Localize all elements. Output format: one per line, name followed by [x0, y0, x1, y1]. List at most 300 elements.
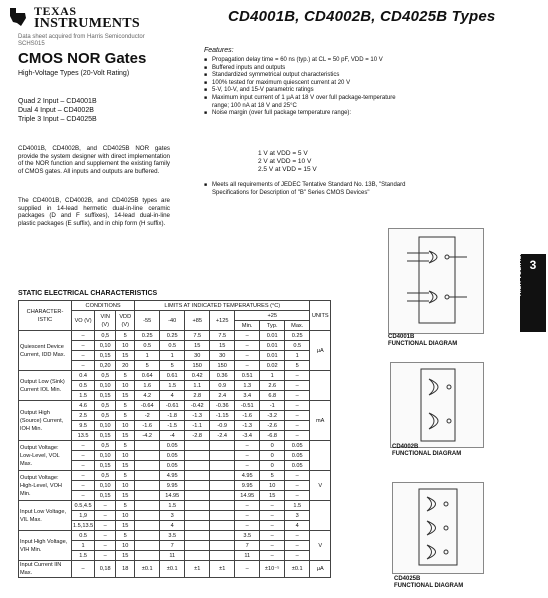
table-cell: -1.3	[185, 411, 210, 421]
table-cell	[135, 531, 160, 541]
table-cell: –	[72, 441, 95, 451]
table-row	[19, 561, 331, 578]
texas-state-icon	[8, 6, 28, 28]
characteristic-name: Input Current IIN Max.	[19, 561, 72, 578]
table-cell: 0,5	[95, 411, 116, 421]
feature-item: ■ Meets all requirements of JEDEC Tentative Standard No. 13B, "Standard Specifications for Description of "B" Series CMOS Devices"	[204, 182, 409, 197]
part-list-item: Quad 2 Input – CD4001B	[18, 98, 97, 105]
header-temp: -55	[135, 311, 160, 331]
table-cell: 1.5	[160, 501, 185, 511]
table-cell: 1	[285, 351, 310, 361]
table-cell: 0	[260, 441, 285, 451]
table-cell: 0.02	[260, 361, 285, 371]
description-paragraph-2: The CD4001B, CD4002B, and CD4025B types are supplied in 14-lead hermetic dual-in-line ceramic packages (D and F suffixes), 14-lead dual-in-line plastic packages (E suffix), and in chip form (H suffix).	[18, 197, 170, 227]
table-cell: 4	[160, 521, 185, 531]
table-cell: –	[260, 521, 285, 531]
table-cell: 3	[285, 511, 310, 521]
table-cell: 15	[116, 491, 135, 501]
characteristic-name: Output High (Source) Current, IOH Min.	[19, 401, 72, 441]
table-cell: 1.1	[185, 381, 210, 391]
diagram-part: CD4025B	[394, 576, 421, 582]
noise-margin-values	[258, 150, 317, 174]
table-cell: 1,9	[72, 511, 95, 521]
table-cell: –	[95, 541, 116, 551]
table-cell: 0,15	[95, 391, 116, 401]
table-cell: ±0.1	[160, 561, 185, 578]
table-cell: 4	[160, 391, 185, 401]
table-cell: 14.95	[160, 491, 185, 501]
table-cell: ±0.1	[285, 561, 310, 578]
unit-cell: µA	[310, 561, 331, 578]
table-cell: –	[285, 541, 310, 551]
table-cell: 0,15	[95, 351, 116, 361]
table-cell: -4	[160, 431, 185, 441]
table-cell: 2.4	[210, 391, 235, 401]
sidebar-label-line-2: HIGH VOLTAGE ICs	[517, 240, 523, 296]
features-list-last	[204, 182, 409, 197]
table-cell: –	[235, 511, 260, 521]
description-paragraph-1: CD4001B, CD4002B, and CD4025B NOR gates provide the system designer with direct implementation of the NOR function and supplement the existing family of CMOS gates. All inputs and outputs are buffered.	[18, 145, 170, 175]
table-cell: –	[235, 521, 260, 531]
table-cell: 10	[116, 341, 135, 351]
table-cell: 15	[116, 431, 135, 441]
table-cell: 15	[210, 341, 235, 351]
unit-cell	[310, 441, 331, 471]
table-cell	[135, 491, 160, 501]
table-cell: -2.4	[210, 431, 235, 441]
table-cell	[135, 441, 160, 451]
table-cell: -6.8	[260, 431, 285, 441]
section-heading: CMOS NOR Gates	[18, 50, 147, 67]
table-cell	[135, 501, 160, 511]
table-cell: 5	[260, 471, 285, 481]
table-row	[19, 401, 331, 411]
table-cell: 9.95	[235, 481, 260, 491]
table-cell: 0.51	[235, 371, 260, 381]
table-cell	[185, 541, 210, 551]
table-cell: 5	[285, 361, 310, 371]
table-cell: –	[260, 511, 285, 521]
diagram-title: FUNCTIONAL DIAGRAM	[388, 341, 458, 347]
characteristic-name: Output Low (Sink) Current IOL Min.	[19, 371, 72, 401]
table-cell	[135, 551, 160, 561]
table-cell: –	[235, 341, 260, 351]
table-cell: 7.5	[210, 331, 235, 341]
table-cell: -1	[260, 401, 285, 411]
table-cell: 1.5,13.5	[73, 522, 94, 529]
table-cell: 4	[285, 521, 310, 531]
table-cell: 10	[116, 481, 135, 491]
table-cell: 1	[260, 371, 285, 381]
table-cell: 150	[210, 361, 235, 371]
table-cell: 4.95	[235, 471, 260, 481]
table-cell: -1.6	[135, 421, 160, 431]
table-cell: 10	[116, 511, 135, 521]
table-cell: 7	[160, 541, 185, 551]
table-cell: –	[72, 481, 95, 491]
characteristic-name: Quiescent Device Current, IDD Max.	[19, 331, 72, 371]
table-cell: 20	[116, 361, 135, 371]
ti-logo	[8, 4, 178, 34]
table-cell: –	[235, 501, 260, 511]
table-cell	[135, 471, 160, 481]
table-cell: 10	[116, 541, 135, 551]
header-units: UNITS	[310, 301, 331, 331]
doc-code: SCHS015	[18, 41, 45, 47]
table-cell: 1	[135, 351, 160, 361]
table-cell: -1.1	[185, 421, 210, 431]
diagram-part: CD4001B	[388, 334, 415, 340]
table-cell: 5	[116, 411, 135, 421]
unit-cell: mA	[310, 401, 331, 441]
diagram-part: CD4002B	[392, 444, 419, 450]
table-row	[19, 501, 331, 511]
part-list	[18, 97, 97, 124]
table-cell	[210, 471, 235, 481]
table-cell: -1.6	[235, 411, 260, 421]
unit-cell: µA	[310, 331, 331, 371]
feature-item: ■ Noise margin (over full package temperature range):	[204, 110, 409, 118]
table-cell: -2.6	[260, 421, 285, 431]
table-title: STATIC ELECTRICAL CHARACTERISTICS	[18, 290, 158, 297]
table-cell: 0.5	[72, 531, 95, 541]
characteristic-name: Output Voltage: Low-Level, VOL Max.	[19, 441, 72, 471]
table-cell: 1.3	[235, 381, 260, 391]
table-cell	[185, 451, 210, 461]
table-cell: 10	[116, 421, 135, 431]
table-cell: 0.25	[160, 331, 185, 341]
table-cell: 0,5	[95, 331, 116, 341]
table-cell: 0,5	[95, 441, 116, 451]
table-cell	[185, 461, 210, 471]
table-cell: 5	[160, 361, 185, 371]
table-cell: 0,5	[95, 371, 116, 381]
table-cell: ±0.1	[135, 561, 160, 578]
table-cell: –	[235, 441, 260, 451]
table-cell: -1.3	[235, 421, 260, 431]
noise-margin-line: 1 V at VDD = 5 V	[258, 150, 308, 157]
table-cell: -0.51	[235, 401, 260, 411]
table-cell	[210, 531, 235, 541]
table-cell	[135, 511, 160, 521]
source-note	[18, 34, 145, 48]
table-cell: 2.5	[72, 411, 95, 421]
table-body	[19, 331, 331, 578]
noise-margin-line: 2.5 V at VDD = 15 V	[258, 166, 317, 173]
table-cell: 150	[185, 361, 210, 371]
table-cell: 5	[116, 371, 135, 381]
features-label: Features:	[204, 47, 234, 54]
table-cell: 0.01	[260, 341, 285, 351]
table-cell: 5	[116, 331, 135, 341]
feature-item: ■ Propagation delay time = 60 ns (typ.) at CL = 50 pF, VDD = 10 V	[204, 57, 409, 65]
source-note-text: Data sheet acquired from Harris Semiconductor	[18, 34, 145, 40]
diagram-caption	[394, 576, 463, 590]
table-cell: –	[95, 501, 116, 511]
table-row	[19, 471, 331, 481]
table-cell	[135, 481, 160, 491]
header-characteristic: CHARACTER- ISTIC	[19, 301, 72, 331]
table-cell: 4.95	[160, 471, 185, 481]
table-cell: -0.64	[135, 401, 160, 411]
table-cell	[135, 451, 160, 461]
feature-item: ■ Buffered inputs and outputs	[204, 65, 409, 73]
table-row	[19, 441, 331, 451]
characteristic-name: Input High Voltage, VIH Min.	[19, 531, 72, 561]
table-cell: –	[285, 531, 310, 541]
table-cell: –	[72, 451, 95, 461]
table-cell: –	[285, 551, 310, 561]
table-cell: 0.5	[72, 381, 95, 391]
table-cell: –	[235, 561, 260, 578]
table-cell: 5	[135, 361, 160, 371]
table-row	[19, 531, 331, 541]
table-cell: -2.8	[185, 431, 210, 441]
table-cell: –	[235, 351, 260, 361]
table-cell: –	[285, 411, 310, 421]
characteristic-name: Output Voltage: High-Level, VOH Min.	[19, 471, 72, 501]
table-cell: 0.5	[135, 341, 160, 351]
table-cell: –	[72, 351, 95, 361]
table-cell: 0.25	[135, 331, 160, 341]
table-cell: 15	[185, 341, 210, 351]
table-cell: ±1	[185, 561, 210, 578]
header-vin: VIN (V)	[95, 311, 116, 331]
table-cell: 11	[235, 551, 260, 561]
diagram-title: FUNCTIONAL DIAGRAM	[392, 451, 462, 457]
table-cell: 13.5	[72, 431, 95, 441]
table-cell: –	[72, 561, 95, 578]
table-cell: 30	[185, 351, 210, 361]
table-cell: 0.05	[285, 441, 310, 451]
table-cell: –	[285, 391, 310, 401]
table-cell	[185, 521, 210, 531]
table-cell: 0,10	[95, 381, 116, 391]
table-cell: –	[235, 451, 260, 461]
table-cell: 10	[260, 481, 285, 491]
table-cell: –	[235, 331, 260, 341]
header-temp: +85	[185, 311, 210, 331]
table-cell: 0.5	[160, 341, 185, 351]
table-cell: -2	[135, 411, 160, 421]
table-cell: 7	[235, 541, 260, 551]
characteristic-name: Input Low Voltage, VIL Max.	[19, 501, 72, 531]
table-cell: 0,15	[95, 461, 116, 471]
noise-margin-line: 2 V at VDD = 10 V	[258, 158, 312, 165]
unit-cell: V	[310, 471, 331, 501]
table-cell	[135, 521, 160, 531]
table-cell: 0,20	[95, 361, 116, 371]
table-cell: –	[260, 501, 285, 511]
table-cell: -0.42	[185, 401, 210, 411]
table-cell: ±10⁻⁵	[260, 561, 285, 578]
header-min: Min.	[235, 321, 260, 331]
table-cell: 5	[116, 531, 135, 541]
table-cell: 9.5	[72, 421, 95, 431]
table-cell: 0,5	[95, 401, 116, 411]
features-list	[204, 57, 409, 118]
table-cell	[135, 541, 160, 551]
table-cell: 0,10	[95, 451, 116, 461]
header-conditions: CONDITIONS	[72, 301, 135, 311]
unit-cell: V	[310, 531, 331, 561]
table-cell: 3.5	[160, 531, 185, 541]
section-subheading: High-Voltage Types (20-Volt Rating)	[18, 70, 130, 77]
page-title: CD4001B, CD4002B, CD4025B Types	[228, 8, 496, 25]
table-cell: –	[260, 541, 285, 551]
header-vdd: VDD (V)	[116, 311, 135, 331]
table-cell: 1	[160, 351, 185, 361]
table-cell: 1.5	[285, 501, 310, 511]
part-list-item: Triple 3 Input – CD4025B	[18, 116, 97, 123]
table-cell: 0.4	[72, 371, 95, 381]
table-cell: –	[285, 371, 310, 381]
table-cell: 1.5	[160, 381, 185, 391]
feature-item: ■ 5-V, 10-V, and 15-V parametric ratings	[204, 87, 409, 95]
feature-item: ■ Standardized symmetrical output characteristics	[204, 72, 409, 80]
table-cell: 3.5	[235, 531, 260, 541]
header-typ: Typ.	[260, 321, 285, 331]
table-cell	[210, 511, 235, 521]
section-tab-number: 3	[520, 254, 546, 276]
table-cell: 3.4	[235, 391, 260, 401]
table-cell	[210, 551, 235, 561]
table-cell: –	[72, 491, 95, 501]
table-cell: –	[260, 531, 285, 541]
table-cell: 7.5	[185, 331, 210, 341]
diagram-title: FUNCTIONAL DIAGRAM	[394, 583, 464, 589]
static-characteristics-table	[18, 300, 331, 578]
feature-item: ■ 100% tested for maximum quiescent current at 20 V	[204, 80, 409, 88]
table-row	[19, 371, 331, 381]
table-cell: -1.5	[160, 421, 185, 431]
table-cell: –	[285, 471, 310, 481]
table-cell: 2.6	[260, 381, 285, 391]
table-cell: -0.36	[210, 401, 235, 411]
table-cell: -1.15	[210, 411, 235, 421]
table-cell: 4.2	[135, 391, 160, 401]
table-cell: 0	[260, 461, 285, 471]
table-cell: 2.8	[185, 391, 210, 401]
table-cell: 0.61	[160, 371, 185, 381]
table-cell: 0,10	[95, 481, 116, 491]
table-cell: 0,15	[95, 491, 116, 501]
table-cell: 1.5	[72, 391, 95, 401]
header-max: Max.	[285, 321, 310, 331]
functional-diagram-cd4025b	[392, 482, 484, 574]
nor-gate-diagram	[389, 229, 483, 333]
table-cell: 5	[116, 441, 135, 451]
logo-line-2: INSTRUMENTS	[34, 16, 140, 31]
part-list-item: Dual 4 Input – CD4002B	[18, 107, 94, 114]
header-vo: VO (V)	[72, 311, 95, 331]
nor-gate-diagram	[391, 363, 483, 447]
table-cell: 18	[116, 561, 135, 578]
table-cell: 0.01	[260, 351, 285, 361]
table-cell: -3.4	[235, 431, 260, 441]
table-cell: 0,10	[95, 341, 116, 351]
table-cell	[210, 461, 235, 471]
table-cell: 0.05	[285, 451, 310, 461]
table-cell	[185, 551, 210, 561]
header-temp: +125	[210, 311, 235, 331]
table-cell: 1.5	[72, 551, 95, 561]
table-cell: 0.9	[210, 381, 235, 391]
table-cell: -3.2	[260, 411, 285, 421]
table-cell: 10	[116, 451, 135, 461]
table-cell: 0.64	[135, 371, 160, 381]
table-cell: 1	[72, 541, 95, 551]
table-cell: 1.6	[135, 381, 160, 391]
table-cell: ±1	[210, 561, 235, 578]
table-cell: 0.42	[185, 371, 210, 381]
table-cell: 9.95	[160, 481, 185, 491]
table-cell	[210, 541, 235, 551]
table-cell: -4.2	[135, 431, 160, 441]
table-cell: –	[95, 531, 116, 541]
table-cell: –	[72, 461, 95, 471]
table-cell: 0.05	[160, 441, 185, 451]
table-cell: 0.05	[160, 451, 185, 461]
table-cell	[185, 511, 210, 521]
table-cell: 11	[160, 551, 185, 561]
unit-cell	[310, 501, 331, 531]
functional-diagram-cd4002b	[390, 362, 484, 448]
table-cell: –	[72, 471, 95, 481]
table-cell	[185, 531, 210, 541]
table-cell: 14.95	[235, 491, 260, 501]
table-cell: 0.5,4.5	[72, 501, 95, 511]
table-cell: 0.05	[160, 461, 185, 471]
table-cell: 15	[116, 521, 135, 531]
table-cell	[185, 471, 210, 481]
table-cell: -0.9	[210, 421, 235, 431]
table-cell: –	[285, 431, 310, 441]
sidebar-label-line-1: COMMERCIAL CMOS	[510, 235, 516, 296]
table-cell	[185, 501, 210, 511]
header-limits: LIMITS AT INDICATED TEMPERATURES (°C)	[135, 301, 310, 311]
table-cell: 0,18	[95, 561, 116, 578]
table-cell: –	[285, 491, 310, 501]
table-cell	[185, 491, 210, 501]
table-cell: –	[285, 381, 310, 391]
table-cell: 0,5	[95, 471, 116, 481]
table-cell: 15	[116, 551, 135, 561]
table-cell: –	[72, 361, 95, 371]
table-cell: –	[235, 461, 260, 471]
table-cell: 0	[260, 451, 285, 461]
table-cell: –	[72, 341, 95, 351]
logo-line-1: TEXAS	[34, 4, 77, 18]
table-cell: -0.61	[160, 401, 185, 411]
feature-item: ■ Maximum input current of 1 µA at 18 V over full package-temperature range; 100 nA at 18 V and 25°C	[204, 95, 409, 110]
table-cell: 0.5	[285, 341, 310, 351]
table-row	[19, 331, 331, 341]
table-cell: –	[285, 401, 310, 411]
table-cell: 4.6	[72, 401, 95, 411]
table-cell: 5	[116, 501, 135, 511]
functional-diagram-cd4001b	[388, 228, 484, 334]
table-cell: 3	[160, 511, 185, 521]
table-cell: –	[95, 521, 116, 531]
table-cell: 0.01	[260, 331, 285, 341]
table-cell: 30	[210, 351, 235, 361]
table-cell	[185, 481, 210, 491]
table-cell: 5	[116, 401, 135, 411]
table-cell: 0.36	[210, 371, 235, 381]
table-cell: 5	[116, 471, 135, 481]
table-cell: 15	[116, 391, 135, 401]
